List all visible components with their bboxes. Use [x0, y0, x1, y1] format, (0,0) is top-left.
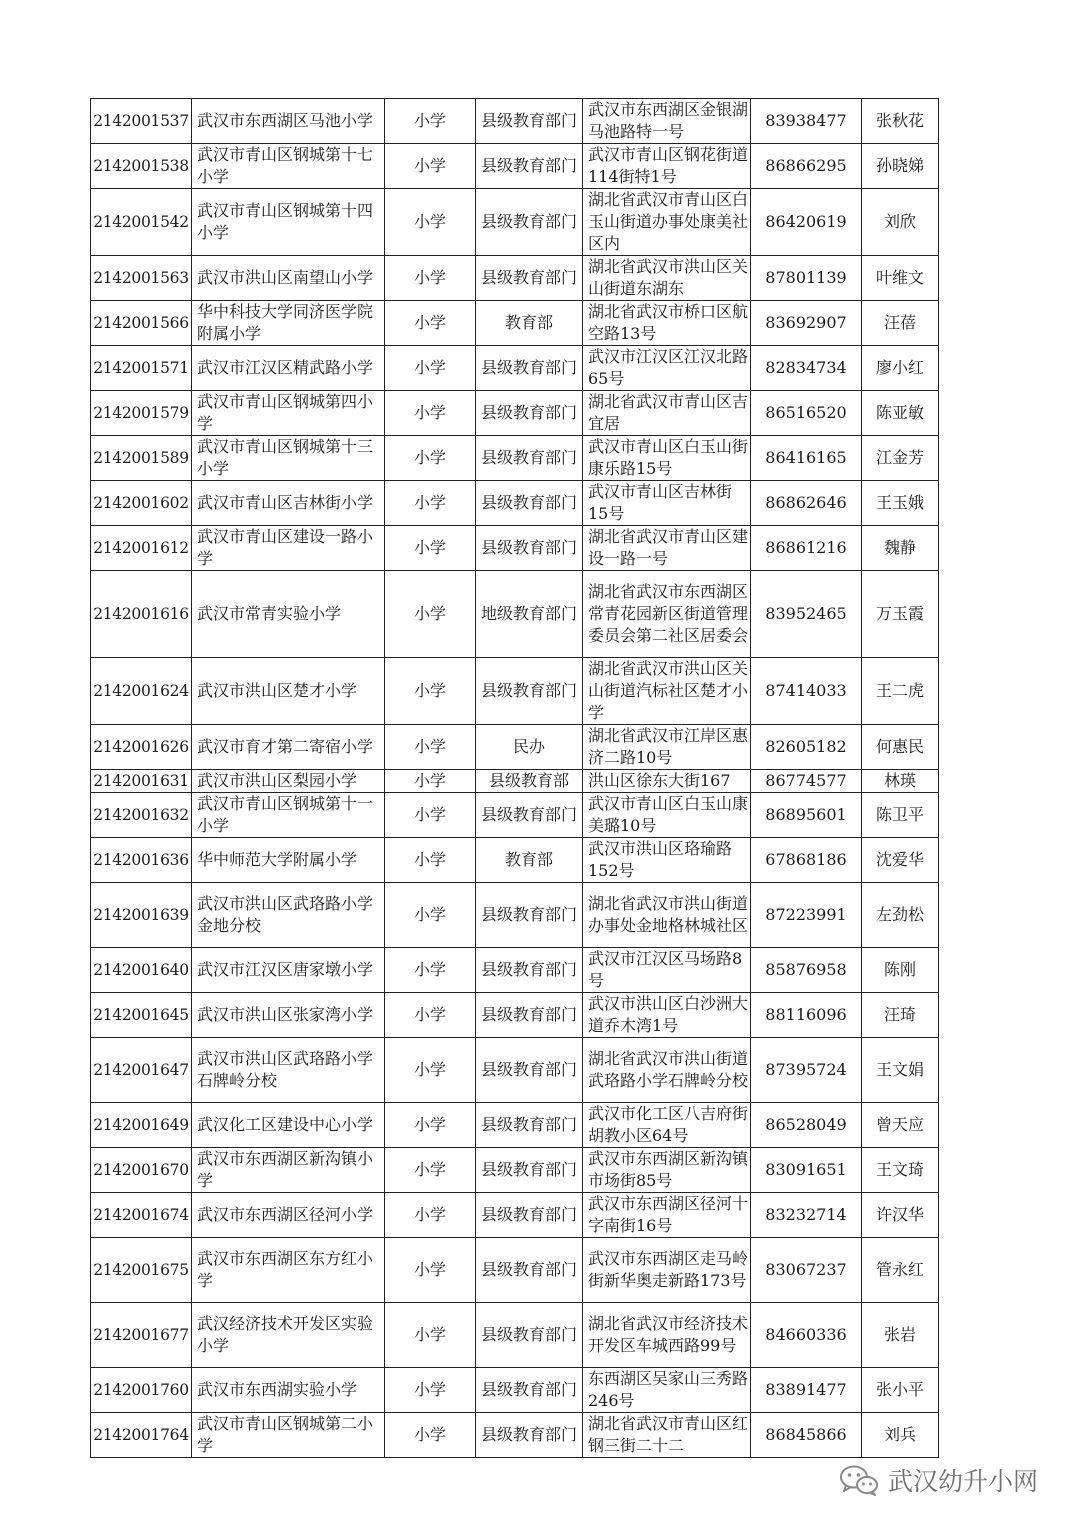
school-type-cell: 小学	[385, 1303, 476, 1368]
school-address-cell: 武汉市青山区白玉山街康乐路15号	[583, 436, 751, 481]
school-contact-cell: 许汉华	[862, 1193, 939, 1238]
table-row	[91, 883, 939, 948]
table-row	[91, 391, 939, 436]
table-row	[91, 658, 939, 725]
school-contact-cell: 王玉娥	[862, 481, 939, 526]
school-dept-cell: 县级教育部门	[476, 391, 583, 436]
school-address-cell: 武汉市洪山区白沙洲大道乔木湾1号	[583, 993, 751, 1038]
school-address-cell: 武汉市洪山区珞瑜路152号	[583, 838, 751, 883]
school-contact-cell: 王文琦	[862, 1148, 939, 1193]
school-dept-cell: 县级教育部门	[476, 526, 583, 571]
school-dept-cell: 县级教育部门	[476, 1303, 583, 1368]
school-name-cell: 武汉市青山区吉林街小学	[192, 481, 385, 526]
school-code-cell: 2142001760	[91, 1368, 192, 1413]
school-code-cell: 2142001571	[91, 346, 192, 391]
school-phone-cell: 82605182	[751, 725, 862, 770]
school-name-cell: 武汉市青山区钢城第十七小学	[192, 144, 385, 189]
school-contact-cell: 张岩	[862, 1303, 939, 1368]
table-row	[91, 346, 939, 391]
school-code-cell: 2142001537	[91, 99, 192, 144]
school-type-cell: 小学	[385, 256, 476, 301]
school-dept-cell: 县级教育部门	[476, 256, 583, 301]
school-phone-cell: 87395724	[751, 1038, 862, 1103]
school-code-cell: 2142001626	[91, 725, 192, 770]
table-row	[91, 99, 939, 144]
school-type-cell: 小学	[385, 346, 476, 391]
school-address-cell: 武汉市江汉区马场路8号	[583, 948, 751, 993]
school-name-cell: 武汉经济技术开发区实验小学	[192, 1303, 385, 1368]
school-phone-cell: 83952465	[751, 571, 862, 658]
school-dept-cell: 县级教育部门	[476, 993, 583, 1038]
watermark-text: 武汉幼升小网	[888, 1467, 1039, 1496]
school-contact-cell: 万玉霞	[862, 571, 939, 658]
school-contact-cell: 孙晓娣	[862, 144, 939, 189]
school-dept-cell: 县级教育部门	[476, 883, 583, 948]
school-dept-cell: 县级教育部门	[476, 1148, 583, 1193]
school-type-cell: 小学	[385, 883, 476, 948]
school-phone-cell: 88116096	[751, 993, 862, 1038]
school-code-cell: 2142001612	[91, 526, 192, 571]
school-type-cell: 小学	[385, 189, 476, 256]
school-address-cell: 武汉市东西湖区径河十字南街16号	[583, 1193, 751, 1238]
school-phone-cell: 84660336	[751, 1303, 862, 1368]
school-address-cell: 湖北省武汉市青山区吉宜居	[583, 391, 751, 436]
school-name-cell: 武汉市洪山区梨园小学	[192, 770, 385, 793]
school-phone-cell: 86528049	[751, 1103, 862, 1148]
school-type-cell: 小学	[385, 770, 476, 793]
table-row	[91, 256, 939, 301]
school-code-cell: 2142001647	[91, 1038, 192, 1103]
school-type-cell: 小学	[385, 1148, 476, 1193]
table-row	[91, 1193, 939, 1238]
school-contact-cell: 汪蓓	[862, 301, 939, 346]
school-name-cell: 武汉市洪山区楚才小学	[192, 658, 385, 725]
school-name-cell: 武汉市东西湖实验小学	[192, 1368, 385, 1413]
school-dept-cell: 县级教育部	[476, 770, 583, 793]
school-table-body	[91, 99, 939, 1458]
school-contact-cell: 王二虎	[862, 658, 939, 725]
school-dept-cell: 县级教育部门	[476, 1368, 583, 1413]
school-dept-cell: 县级教育部门	[476, 189, 583, 256]
school-dept-cell: 县级教育部门	[476, 99, 583, 144]
school-address-cell: 湖北省武汉市桥口区航空路13号	[583, 301, 751, 346]
school-dept-cell: 县级教育部门	[476, 481, 583, 526]
school-contact-cell: 汪琦	[862, 993, 939, 1038]
school-address-cell: 湖北省武汉市江岸区惠济二路10号	[583, 725, 751, 770]
school-name-cell: 武汉市青山区钢城第二小学	[192, 1413, 385, 1458]
school-name-cell: 武汉市常青实验小学	[192, 571, 385, 658]
school-name-cell: 武汉化工区建设中心小学	[192, 1103, 385, 1148]
school-phone-cell: 83692907	[751, 301, 862, 346]
school-dept-cell: 县级教育部门	[476, 793, 583, 838]
school-phone-cell: 86420619	[751, 189, 862, 256]
school-phone-cell: 83091651	[751, 1148, 862, 1193]
school-code-cell: 2142001675	[91, 1238, 192, 1303]
school-contact-cell: 林瑛	[862, 770, 939, 793]
school-code-cell: 2142001645	[91, 993, 192, 1038]
school-dept-cell: 地级教育部门	[476, 571, 583, 658]
school-type-cell: 小学	[385, 838, 476, 883]
school-name-cell: 武汉市洪山区武珞路小学金地分校	[192, 883, 385, 948]
school-dept-cell: 县级教育部门	[476, 1103, 583, 1148]
table-row	[91, 770, 939, 793]
school-name-cell: 武汉市洪山区张家湾小学	[192, 993, 385, 1038]
school-name-cell: 武汉市青山区钢城第四小学	[192, 391, 385, 436]
school-type-cell: 小学	[385, 948, 476, 993]
school-code-cell: 2142001624	[91, 658, 192, 725]
school-contact-cell: 曾天应	[862, 1103, 939, 1148]
school-address-cell: 东西湖区吴家山三秀路246号	[583, 1368, 751, 1413]
school-type-cell: 小学	[385, 658, 476, 725]
school-address-cell: 武汉市东西湖区走马岭街新华奥走新路173号	[583, 1238, 751, 1303]
school-address-cell: 洪山区徐东大街167	[583, 770, 751, 793]
school-name-cell: 武汉市东西湖区径河小学	[192, 1193, 385, 1238]
school-table	[90, 98, 939, 1458]
school-address-cell: 武汉市青山区白玉山康美璐10号	[583, 793, 751, 838]
school-type-cell: 小学	[385, 571, 476, 658]
school-phone-cell: 67868186	[751, 838, 862, 883]
school-name-cell: 华中科技大学同济医学院附属小学	[192, 301, 385, 346]
school-phone-cell: 86774577	[751, 770, 862, 793]
school-type-cell: 小学	[385, 481, 476, 526]
school-address-cell: 武汉市青山区吉林街15号	[583, 481, 751, 526]
school-code-cell: 2142001542	[91, 189, 192, 256]
school-address-cell: 湖北省武汉市洪山区关山街道汽标社区楚才小学	[583, 658, 751, 725]
school-phone-cell: 82834734	[751, 346, 862, 391]
school-contact-cell: 左劲松	[862, 883, 939, 948]
school-phone-cell: 87414033	[751, 658, 862, 725]
school-type-cell: 小学	[385, 1368, 476, 1413]
school-address-cell: 湖北省武汉市东西湖区常青花园新区街道管理委员会第二社区居委会	[583, 571, 751, 658]
school-contact-cell: 叶维文	[862, 256, 939, 301]
school-name-cell: 武汉市东西湖区马池小学	[192, 99, 385, 144]
school-type-cell: 小学	[385, 1193, 476, 1238]
school-address-cell: 武汉市江汉区江汉北路65号	[583, 346, 751, 391]
school-phone-cell: 86862646	[751, 481, 862, 526]
school-contact-cell: 刘欣	[862, 189, 939, 256]
school-code-cell: 2142001589	[91, 436, 192, 481]
school-type-cell: 小学	[385, 436, 476, 481]
school-code-cell: 2142001674	[91, 1193, 192, 1238]
school-address-cell: 武汉市化工区八吉府街胡教小区64号	[583, 1103, 751, 1148]
school-contact-cell: 张秋花	[862, 99, 939, 144]
table-row	[91, 1303, 939, 1368]
table-row	[91, 1238, 939, 1303]
school-type-cell: 小学	[385, 725, 476, 770]
school-type-cell: 小学	[385, 993, 476, 1038]
watermark	[838, 1458, 1038, 1502]
table-row	[91, 1413, 939, 1458]
table-row	[91, 144, 939, 189]
school-address-cell: 武汉市东西湖区金银湖马池路特一号	[583, 99, 751, 144]
school-type-cell: 小学	[385, 391, 476, 436]
school-type-cell: 小学	[385, 793, 476, 838]
school-code-cell: 2142001631	[91, 770, 192, 793]
school-contact-cell: 陈亚敏	[862, 391, 939, 436]
school-address-cell: 湖北省武汉市洪山区关山街道东湖东	[583, 256, 751, 301]
school-dept-cell: 县级教育部门	[476, 1413, 583, 1458]
school-contact-cell: 刘兵	[862, 1413, 939, 1458]
school-dept-cell: 教育部	[476, 838, 583, 883]
table-row	[91, 725, 939, 770]
school-phone-cell: 85876958	[751, 948, 862, 993]
table-row	[91, 1103, 939, 1148]
school-contact-cell: 廖小红	[862, 346, 939, 391]
school-code-cell: 2142001649	[91, 1103, 192, 1148]
school-dept-cell: 县级教育部门	[476, 1038, 583, 1103]
school-contact-cell: 何惠民	[862, 725, 939, 770]
school-phone-cell: 83232714	[751, 1193, 862, 1238]
school-code-cell: 2142001764	[91, 1413, 192, 1458]
school-type-cell: 小学	[385, 1413, 476, 1458]
school-type-cell: 小学	[385, 1038, 476, 1103]
school-phone-cell: 83067237	[751, 1238, 862, 1303]
school-phone-cell: 86861216	[751, 526, 862, 571]
school-name-cell: 武汉市江汉区唐家墩小学	[192, 948, 385, 993]
school-phone-cell: 83938477	[751, 99, 862, 144]
school-address-cell: 湖北省武汉市洪山街道武珞路小学石牌岭分校	[583, 1038, 751, 1103]
school-address-cell: 湖北省武汉市青山区红钢三街二十二	[583, 1413, 751, 1458]
school-code-cell: 2142001670	[91, 1148, 192, 1193]
school-type-cell: 小学	[385, 1103, 476, 1148]
school-address-cell: 湖北省武汉市青山区白玉山街道办事处康美社区内	[583, 189, 751, 256]
school-address-cell: 湖北省武汉市青山区建设一路一号	[583, 526, 751, 571]
table-row	[91, 189, 939, 256]
school-dept-cell: 教育部	[476, 301, 583, 346]
school-phone-cell: 86845866	[751, 1413, 862, 1458]
school-dept-cell: 县级教育部门	[476, 436, 583, 481]
school-phone-cell: 86416165	[751, 436, 862, 481]
school-contact-cell: 王文娟	[862, 1038, 939, 1103]
school-code-cell: 2142001602	[91, 481, 192, 526]
table-row	[91, 481, 939, 526]
school-code-cell: 2142001616	[91, 571, 192, 658]
table-row	[91, 838, 939, 883]
school-contact-cell: 沈爱华	[862, 838, 939, 883]
school-code-cell: 2142001538	[91, 144, 192, 189]
school-address-cell: 湖北省武汉市经济技术开发区车城西路99号	[583, 1303, 751, 1368]
table-row	[91, 1038, 939, 1103]
school-type-cell: 小学	[385, 1238, 476, 1303]
school-type-cell: 小学	[385, 99, 476, 144]
school-contact-cell: 魏静	[862, 526, 939, 571]
school-name-cell: 武汉市青山区钢城第十三小学	[192, 436, 385, 481]
school-address-cell: 武汉市青山区钢花街道114街特1号	[583, 144, 751, 189]
school-phone-cell: 86895601	[751, 793, 862, 838]
school-phone-cell: 86866295	[751, 144, 862, 189]
school-contact-cell: 陈刚	[862, 948, 939, 993]
school-address-cell: 湖北省武汉市洪山街道办事处金地格林城社区	[583, 883, 751, 948]
school-name-cell: 华中师范大学附属小学	[192, 838, 385, 883]
table-row	[91, 526, 939, 571]
school-name-cell: 武汉市育才第二寄宿小学	[192, 725, 385, 770]
school-name-cell: 武汉市青山区钢城第十一小学	[192, 793, 385, 838]
school-code-cell: 2142001677	[91, 1303, 192, 1368]
school-phone-cell: 83891477	[751, 1368, 862, 1413]
school-code-cell: 2142001579	[91, 391, 192, 436]
table-row	[91, 436, 939, 481]
school-phone-cell: 87223991	[751, 883, 862, 948]
school-type-cell: 小学	[385, 301, 476, 346]
table-row	[91, 571, 939, 658]
school-code-cell: 2142001566	[91, 301, 192, 346]
school-name-cell: 武汉市东西湖区新沟镇小学	[192, 1148, 385, 1193]
table-row	[91, 793, 939, 838]
school-contact-cell: 张小平	[862, 1368, 939, 1413]
school-type-cell: 小学	[385, 526, 476, 571]
school-dept-cell: 县级教育部门	[476, 1238, 583, 1303]
school-name-cell: 武汉市洪山区南望山小学	[192, 256, 385, 301]
school-dept-cell: 县级教育部门	[476, 1193, 583, 1238]
school-name-cell: 武汉市洪山区武珞路小学石牌岭分校	[192, 1038, 385, 1103]
school-contact-cell: 管永红	[862, 1238, 939, 1303]
school-phone-cell: 86516520	[751, 391, 862, 436]
table-row	[91, 301, 939, 346]
table-row	[91, 1148, 939, 1193]
wechat-icon	[838, 1463, 880, 1497]
school-dept-cell: 县级教育部门	[476, 144, 583, 189]
school-code-cell: 2142001639	[91, 883, 192, 948]
school-dept-cell: 县级教育部门	[476, 948, 583, 993]
school-dept-cell: 民办	[476, 725, 583, 770]
school-name-cell: 武汉市青山区建设一路小学	[192, 526, 385, 571]
school-name-cell: 武汉市东西湖区东方红小学	[192, 1238, 385, 1303]
table-row	[91, 948, 939, 993]
school-phone-cell: 87801139	[751, 256, 862, 301]
school-code-cell: 2142001563	[91, 256, 192, 301]
school-name-cell: 武汉市江汉区精武路小学	[192, 346, 385, 391]
school-dept-cell: 县级教育部门	[476, 346, 583, 391]
school-code-cell: 2142001636	[91, 838, 192, 883]
school-type-cell: 小学	[385, 144, 476, 189]
school-code-cell: 2142001632	[91, 793, 192, 838]
table-row	[91, 1368, 939, 1413]
school-code-cell: 2142001640	[91, 948, 192, 993]
school-name-cell: 武汉市青山区钢城第十四小学	[192, 189, 385, 256]
school-contact-cell: 陈卫平	[862, 793, 939, 838]
school-address-cell: 武汉市东西湖区新沟镇市场街85号	[583, 1148, 751, 1193]
table-row	[91, 993, 939, 1038]
school-contact-cell: 江金芳	[862, 436, 939, 481]
school-dept-cell: 县级教育部门	[476, 658, 583, 725]
